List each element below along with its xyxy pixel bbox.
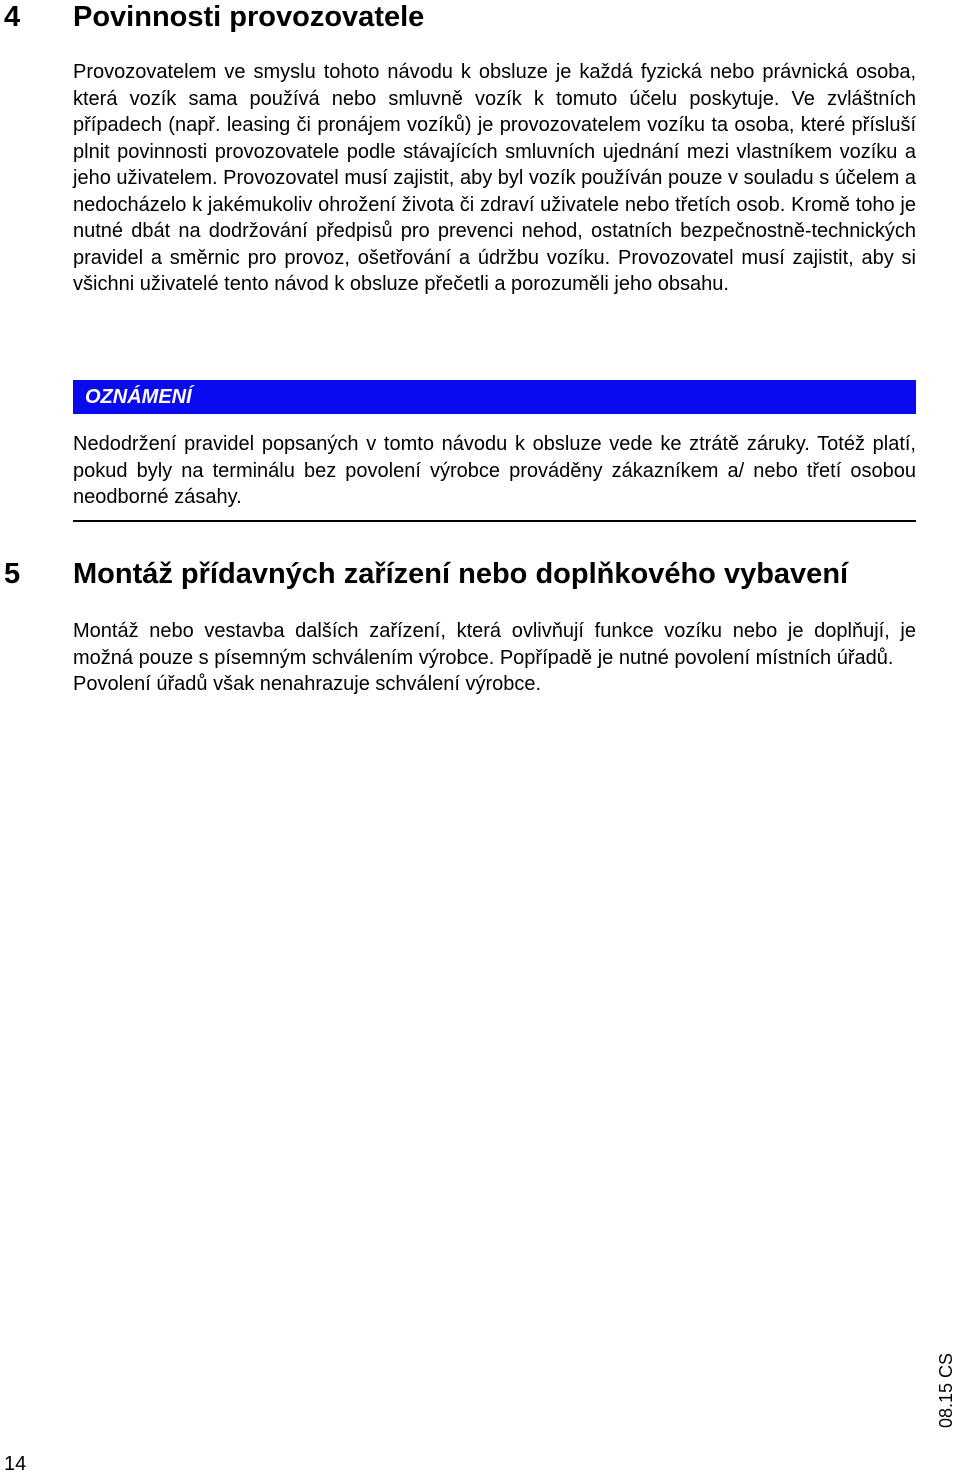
section-4-paragraph: Provozovatelem ve smyslu tohoto návodu k obsluze je každá fyzická nebo právnická osoba, která vozík sama používá nebo smluvně vozík k tomuto účelu poskytuje. Ve zvláštních případech (např. leasing či pronájem vozíků) je provozovatelem vozíku ta osoba, které přísluší plnit povinnosti provozovatele podle stávajících smluvních ujednání mezi vlastníkem vozíku a jeho uživatelem. Provozovatel musí zajistit, aby byl vozík používán pouze v souladu s účelem a nedocházelo k jakémukoliv ohrožení života či zdraví uživatele nebo třetích osob. Kromě toho je nutné dbát na dodržování předpisů pro prevenci nehod, ostatních bezpečnostně-technických pravidel a směrnic pro provoz, ošetřování a údržbu vozíku. Provozovatel musí zajistit, aby si všichni uživatelé tento návod k obsluze přečetli a porozuměli jeho obsahu. [73, 61, 916, 295]
section-5-paragraph-1: Montáž nebo vestavba dalších zařízení, která ovlivňují funkce vozíku nebo je doplňují, je možná pouze s písemným schválením výrobce. Popřípadě je nutné povolení místních úřadů. [73, 620, 916, 669]
section-5-body [73, 618, 916, 698]
notice-label: OZNÁMENÍ [85, 386, 192, 408]
section-5-title: Montáž přídavných zařízení nebo doplňkového vybavení [73, 558, 849, 590]
section-5-paragraph-2: Povolení úřadů však nenahrazuje schválení výrobce. [73, 673, 542, 695]
section-5-number: 5 [4, 558, 21, 590]
section-4-body [73, 59, 916, 298]
section-4-title: Povinnosti provozovatele [73, 1, 425, 33]
section-4-number: 4 [4, 1, 21, 33]
notice-banner [73, 380, 916, 414]
page-number: 14 [4, 1453, 27, 1475]
document-code: 08.15 CS [936, 1352, 956, 1428]
notice-body [73, 431, 916, 511]
notice-text: Nedodržení pravidel popsaných v tomto návodu k obsluze vede ke ztrátě záruky. Totéž platí, pokud byly na terminálu bez povolení výrobce prováděny zákazníkem a/ nebo třetí osobou neodborné zásahy. [73, 433, 916, 508]
notice-divider [73, 520, 916, 522]
